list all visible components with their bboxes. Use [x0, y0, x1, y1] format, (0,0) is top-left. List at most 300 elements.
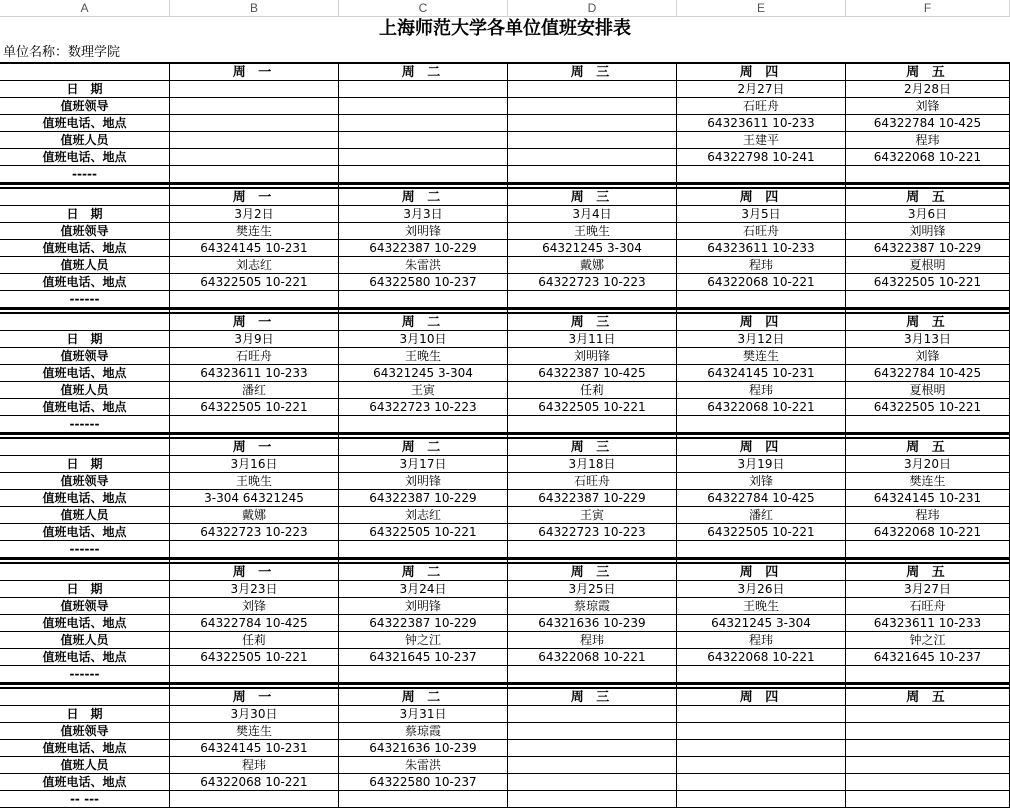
day-header-cell[interactable]: 周 四	[677, 439, 846, 456]
schedule-cell[interactable]	[677, 723, 846, 740]
day-header-cell[interactable]: 周 二	[339, 64, 508, 81]
schedule-cell[interactable]: 潘红	[677, 507, 846, 524]
schedule-cell[interactable]: 64321245 3-304	[677, 615, 846, 632]
schedule-cell[interactable]: 64322580 10-237	[339, 774, 508, 791]
table-row	[0, 274, 1010, 291]
schedule-cell[interactable]	[677, 706, 846, 723]
column-header-d[interactable]: D	[508, 0, 677, 16]
schedule-cell[interactable]: 朱雷洪	[339, 757, 508, 774]
schedule-cell[interactable]: 石旺舟	[677, 223, 846, 240]
schedule-cell[interactable]: 3月2日	[170, 206, 339, 223]
schedule-cell[interactable]: 王寅	[339, 382, 508, 399]
schedule-cell[interactable]: 刘锋	[170, 598, 339, 615]
schedule-cell[interactable]	[846, 706, 1010, 723]
schedule-cell[interactable]: 64322068 10-221	[170, 774, 339, 791]
row-label-staff-contact[interactable]: 值班电话、地点	[0, 649, 170, 666]
row-label-leader[interactable]: 值班领导	[0, 473, 170, 490]
schedule-cell[interactable]	[508, 740, 677, 757]
table-row	[0, 666, 1010, 685]
row-label-leader[interactable]: 值班领导	[0, 98, 170, 115]
schedule-cell[interactable]: 王晚生	[677, 598, 846, 615]
empty-cell[interactable]	[508, 791, 677, 808]
table-row	[0, 223, 1010, 240]
schedule-cell[interactable]: 程玮	[170, 757, 339, 774]
row-label-leader[interactable]: 值班领导	[0, 348, 170, 365]
schedule-cell[interactable]	[170, 81, 339, 98]
row-label-leader-contact[interactable]: 值班电话、地点	[0, 240, 170, 257]
schedule-cell[interactable]: 刘锋	[677, 473, 846, 490]
schedule-cell[interactable]: 64322387 10-229	[339, 615, 508, 632]
day-header-cell[interactable]: 周 二	[339, 439, 508, 456]
empty-cell[interactable]	[170, 416, 339, 433]
row-label-date[interactable]: 日 期	[0, 81, 170, 98]
schedule-cell[interactable]: 64322505 10-221	[677, 524, 846, 541]
day-header-cell[interactable]: 周 三	[508, 189, 677, 206]
table-row	[0, 81, 1010, 98]
schedule-cell[interactable]: 64322068 10-221	[846, 524, 1010, 541]
empty-cell[interactable]	[508, 666, 677, 683]
schedule-cell[interactable]: 樊连生	[170, 723, 339, 740]
row-label-staff[interactable]: 值班人员	[0, 757, 170, 774]
schedule-cell[interactable]: 64322068 10-221	[677, 399, 846, 416]
empty-cell[interactable]	[677, 291, 846, 308]
table-row	[0, 62, 1010, 81]
schedule-cell[interactable]	[508, 149, 677, 166]
schedule-cell[interactable]: 64324145 10-231	[846, 490, 1010, 507]
row-label-date[interactable]: 日 期	[0, 331, 170, 348]
empty-cell[interactable]	[339, 666, 508, 683]
row-label-date[interactable]: 日 期	[0, 206, 170, 223]
day-header-cell[interactable]: 周 二	[339, 189, 508, 206]
empty-cell[interactable]	[846, 166, 1010, 183]
schedule-cell[interactable]: 3月5日	[677, 206, 846, 223]
table-row	[0, 166, 1010, 185]
table-row	[0, 399, 1010, 416]
schedule-cell[interactable]: 王晚生	[170, 473, 339, 490]
table-row	[0, 382, 1010, 399]
schedule-cell[interactable]: 王建平	[677, 132, 846, 149]
schedule-cell[interactable]: 64322068 10-221	[677, 274, 846, 291]
column-header-e[interactable]: E	[677, 0, 846, 16]
day-header-cell[interactable]: 周 五	[846, 564, 1010, 581]
schedule-cell[interactable]: 刘明锋	[339, 598, 508, 615]
row-label-leader[interactable]: 值班领导	[0, 223, 170, 240]
schedule-cell[interactable]: 64322723 10-223	[170, 524, 339, 541]
schedule-cell[interactable]: 2月28日	[846, 81, 1010, 98]
schedule-cell[interactable]: 石旺舟	[677, 98, 846, 115]
schedule-cell[interactable]: 64322068 10-221	[677, 649, 846, 666]
schedule-cell[interactable]: 64323611 10-233	[170, 365, 339, 382]
schedule-cell[interactable]: 3月23日	[170, 581, 339, 598]
schedule-cell[interactable]: 3月9日	[170, 331, 339, 348]
table-row	[0, 757, 1010, 774]
table-row	[0, 541, 1010, 560]
schedule-cell[interactable]: 3月16日	[170, 456, 339, 473]
column-header-b[interactable]: B	[170, 0, 339, 16]
row-label-cell[interactable]	[0, 314, 170, 331]
schedule-cell[interactable]: 64322784 10-425	[677, 490, 846, 507]
schedule-cell[interactable]	[846, 723, 1010, 740]
schedule-cell[interactable]: 3月26日	[677, 581, 846, 598]
schedule-cell[interactable]: 64322387 10-229	[339, 490, 508, 507]
schedule-cell[interactable]: 64322505 10-221	[170, 649, 339, 666]
empty-cell[interactable]	[170, 291, 339, 308]
table-row	[0, 490, 1010, 507]
day-header-cell[interactable]: 周 一	[170, 689, 339, 706]
empty-cell[interactable]	[508, 416, 677, 433]
day-header-cell[interactable]: 周 五	[846, 64, 1010, 81]
schedule-cell[interactable]: 3月19日	[677, 456, 846, 473]
row-label-cell[interactable]	[0, 564, 170, 581]
schedule-cell[interactable]: 64321645 10-237	[846, 649, 1010, 666]
schedule-cell[interactable]: 64322505 10-221	[846, 399, 1010, 416]
day-header-cell[interactable]: 周 一	[170, 314, 339, 331]
row-label-staff[interactable]: 值班人员	[0, 382, 170, 399]
table-row	[0, 473, 1010, 490]
row-label-cell[interactable]	[0, 439, 170, 456]
row-label-leader-contact[interactable]: 值班电话、地点	[0, 115, 170, 132]
empty-cell[interactable]	[170, 166, 339, 183]
table-row	[0, 331, 1010, 348]
day-header-cell[interactable]: 周 三	[508, 564, 677, 581]
row-label-date[interactable]: 日 期	[0, 581, 170, 598]
row-label-more[interactable]: -- ---	[0, 791, 170, 808]
schedule-cell[interactable]: 王寅	[508, 507, 677, 524]
empty-cell[interactable]	[508, 166, 677, 183]
schedule-cell[interactable]	[508, 757, 677, 774]
day-header-cell[interactable]: 周 四	[677, 564, 846, 581]
empty-cell[interactable]	[846, 791, 1010, 808]
day-header-cell[interactable]: 周 四	[677, 189, 846, 206]
schedule-cell[interactable]: 刘明锋	[339, 223, 508, 240]
schedule-cell[interactable]	[508, 723, 677, 740]
schedule-cell[interactable]: 64322387 10-229	[508, 490, 677, 507]
schedule-table	[0, 62, 1010, 808]
schedule-cell[interactable]: 64321645 10-237	[339, 649, 508, 666]
empty-cell[interactable]	[677, 791, 846, 808]
schedule-cell[interactable]: 64321245 3-304	[508, 240, 677, 257]
row-label-staff-contact[interactable]: 值班电话、地点	[0, 274, 170, 291]
schedule-cell[interactable]: 64322068 10-221	[846, 149, 1010, 166]
schedule-cell[interactable]: 刘志红	[339, 507, 508, 524]
schedule-cell[interactable]: 64322784 10-425	[846, 365, 1010, 382]
schedule-cell[interactable]: 64323611 10-233	[677, 240, 846, 257]
schedule-cell[interactable]	[846, 757, 1010, 774]
day-header-cell[interactable]: 周 三	[508, 689, 677, 706]
empty-cell[interactable]	[170, 666, 339, 683]
day-header-cell[interactable]: 周 三	[508, 439, 677, 456]
schedule-cell[interactable]: 蔡琼霞	[508, 598, 677, 615]
day-header-cell[interactable]: 周 二	[339, 564, 508, 581]
day-header-cell[interactable]: 周 二	[339, 314, 508, 331]
schedule-cell[interactable]: 3月31日	[339, 706, 508, 723]
table-row	[0, 740, 1010, 757]
empty-cell[interactable]	[339, 166, 508, 183]
schedule-cell[interactable]: 3月12日	[677, 331, 846, 348]
row-label-staff[interactable]: 值班人员	[0, 507, 170, 524]
schedule-cell[interactable]	[339, 149, 508, 166]
schedule-cell[interactable]: 戴娜	[508, 257, 677, 274]
row-label-date[interactable]: 日 期	[0, 706, 170, 723]
table-row	[0, 524, 1010, 541]
schedule-cell[interactable]: 石旺舟	[170, 348, 339, 365]
empty-cell[interactable]	[846, 666, 1010, 683]
unit-name: 单位名称：数理学院	[3, 45, 121, 60]
schedule-cell[interactable]: 戴娜	[170, 507, 339, 524]
table-row	[0, 149, 1010, 166]
schedule-cell[interactable]: 64322387 10-425	[508, 365, 677, 382]
table-row	[0, 132, 1010, 149]
schedule-cell[interactable]: 程玮	[846, 132, 1010, 149]
row-label-staff-contact[interactable]: 值班电话、地点	[0, 774, 170, 791]
table-row	[0, 507, 1010, 524]
table-row	[0, 632, 1010, 649]
schedule-cell[interactable]: 樊连生	[170, 223, 339, 240]
schedule-cell[interactable]: 钟之江	[339, 632, 508, 649]
schedule-cell[interactable]: 程玮	[846, 507, 1010, 524]
schedule-cell[interactable]	[677, 740, 846, 757]
schedule-cell[interactable]: 夏根明	[846, 257, 1010, 274]
day-header-cell[interactable]: 周 三	[508, 314, 677, 331]
schedule-cell[interactable]: 3月13日	[846, 331, 1010, 348]
schedule-cell[interactable]: 3月25日	[508, 581, 677, 598]
schedule-cell[interactable]: 3月3日	[339, 206, 508, 223]
schedule-cell[interactable]	[846, 740, 1010, 757]
schedule-cell[interactable]: 64322723 10-223	[508, 524, 677, 541]
day-header-cell[interactable]: 周 三	[508, 64, 677, 81]
table-row	[0, 348, 1010, 365]
schedule-cell[interactable]: 64322068 10-221	[508, 649, 677, 666]
empty-cell[interactable]	[846, 416, 1010, 433]
schedule-cell[interactable]: 64321636 10-239	[508, 615, 677, 632]
day-header-cell[interactable]: 周 五	[846, 439, 1010, 456]
row-label-cell[interactable]	[0, 689, 170, 706]
column-header-f[interactable]: F	[846, 0, 1010, 16]
schedule-cell[interactable]: 任莉	[508, 382, 677, 399]
schedule-cell[interactable]: 64322505 10-221	[170, 274, 339, 291]
schedule-cell[interactable]: 64324145 10-231	[170, 240, 339, 257]
schedule-cell[interactable]	[508, 81, 677, 98]
day-header-cell[interactable]: 周 五	[846, 689, 1010, 706]
row-label-leader-contact[interactable]: 值班电话、地点	[0, 615, 170, 632]
schedule-cell[interactable]: 3-304 64321245	[170, 490, 339, 507]
schedule-cell[interactable]: 3月20日	[846, 456, 1010, 473]
table-row	[0, 562, 1010, 581]
schedule-cell[interactable]	[339, 115, 508, 132]
row-label-staff-contact[interactable]: 值班电话、地点	[0, 149, 170, 166]
day-header-cell[interactable]: 周 一	[170, 439, 339, 456]
schedule-cell[interactable]: 石旺舟	[508, 473, 677, 490]
schedule-cell[interactable]	[339, 81, 508, 98]
schedule-cell[interactable]: 64322798 10-241	[677, 149, 846, 166]
schedule-cell[interactable]: 刘锋	[846, 98, 1010, 115]
schedule-cell[interactable]: 64324145 10-231	[170, 740, 339, 757]
empty-cell[interactable]	[677, 166, 846, 183]
schedule-cell[interactable]: 3月30日	[170, 706, 339, 723]
schedule-cell[interactable]: 刘志红	[170, 257, 339, 274]
row-label-leader-contact[interactable]: 值班电话、地点	[0, 365, 170, 382]
schedule-cell[interactable]: 樊连生	[677, 348, 846, 365]
day-header-cell[interactable]: 周 四	[677, 689, 846, 706]
schedule-cell[interactable]: 3月6日	[846, 206, 1010, 223]
table-row	[0, 187, 1010, 206]
table-row	[0, 365, 1010, 382]
table-row	[0, 291, 1010, 310]
table-row	[0, 206, 1010, 223]
day-header-cell[interactable]: 周 四	[677, 64, 846, 81]
schedule-cell[interactable]: 任莉	[170, 632, 339, 649]
day-header-cell[interactable]: 周 一	[170, 64, 339, 81]
table-row	[0, 706, 1010, 723]
schedule-cell[interactable]: 64322505 10-221	[508, 399, 677, 416]
schedule-cell[interactable]: 64322580 10-237	[339, 274, 508, 291]
column-header-a[interactable]: A	[0, 0, 170, 16]
schedule-cell[interactable]: 蔡琼霞	[339, 723, 508, 740]
schedule-cell[interactable]	[508, 132, 677, 149]
row-label-leader-contact[interactable]: 值班电话、地点	[0, 740, 170, 757]
schedule-cell[interactable]: 64322784 10-425	[170, 615, 339, 632]
empty-cell[interactable]	[508, 541, 677, 558]
schedule-cell[interactable]: 64322505 10-221	[339, 524, 508, 541]
row-label-leader[interactable]: 值班领导	[0, 598, 170, 615]
schedule-cell[interactable]: 王晚生	[339, 348, 508, 365]
empty-cell[interactable]	[846, 291, 1010, 308]
schedule-cell[interactable]: 程玮	[677, 632, 846, 649]
schedule-cell[interactable]: 64324145 10-231	[677, 365, 846, 382]
column-header-c[interactable]: C	[339, 0, 508, 16]
empty-cell[interactable]	[170, 791, 339, 808]
row-label-leader-contact[interactable]: 值班电话、地点	[0, 490, 170, 507]
schedule-cell[interactable]	[170, 115, 339, 132]
row-label-more[interactable]: ------	[0, 291, 170, 308]
schedule-cell[interactable]: 3月17日	[339, 456, 508, 473]
schedule-cell[interactable]: 程玮	[508, 632, 677, 649]
day-header-cell[interactable]: 周 一	[170, 189, 339, 206]
empty-cell[interactable]	[339, 291, 508, 308]
row-label-more[interactable]: ------	[0, 541, 170, 558]
schedule-cell[interactable]: 3月4日	[508, 206, 677, 223]
table-row	[0, 615, 1010, 632]
schedule-cell[interactable]: 刘明锋	[339, 473, 508, 490]
table-row	[0, 312, 1010, 331]
schedule-cell[interactable]: 64322387 10-229	[339, 240, 508, 257]
table-row	[0, 649, 1010, 666]
table-row	[0, 598, 1010, 615]
table-row	[0, 416, 1010, 435]
sheet-title: 上海师范大学各单位值班安排表	[379, 18, 631, 39]
schedule-cell[interactable]: 2月27日	[677, 81, 846, 98]
day-header-cell[interactable]: 周 五	[846, 314, 1010, 331]
schedule-cell[interactable]	[508, 98, 677, 115]
table-row	[0, 791, 1010, 808]
table-row	[0, 437, 1010, 456]
schedule-cell[interactable]: 3月18日	[508, 456, 677, 473]
schedule-cell[interactable]: 3月10日	[339, 331, 508, 348]
empty-cell[interactable]	[339, 541, 508, 558]
schedule-cell[interactable]: 程玮	[677, 257, 846, 274]
schedule-cell[interactable]: 3月24日	[339, 581, 508, 598]
day-header-cell[interactable]: 周 二	[339, 689, 508, 706]
row-label-staff[interactable]: 值班人员	[0, 632, 170, 649]
column-header-bar	[0, 0, 1010, 17]
empty-cell[interactable]	[170, 541, 339, 558]
row-label-staff-contact[interactable]: 值班电话、地点	[0, 524, 170, 541]
schedule-cell[interactable]: 王晚生	[508, 223, 677, 240]
row-label-cell[interactable]	[0, 189, 170, 206]
schedule-cell[interactable]: 64321636 10-239	[339, 740, 508, 757]
row-label-staff[interactable]: 值班人员	[0, 132, 170, 149]
table-row	[0, 687, 1010, 706]
schedule-cell[interactable]: 64321245 3-304	[339, 365, 508, 382]
empty-cell[interactable]	[339, 416, 508, 433]
table-row	[0, 581, 1010, 598]
row-label-staff[interactable]: 值班人员	[0, 257, 170, 274]
schedule-cell[interactable]: 64322505 10-221	[846, 274, 1010, 291]
row-label-leader[interactable]: 值班领导	[0, 723, 170, 740]
day-header-cell[interactable]: 周 四	[677, 314, 846, 331]
schedule-cell[interactable]	[339, 98, 508, 115]
schedule-cell[interactable]	[170, 132, 339, 149]
schedule-cell[interactable]: 潘红	[170, 382, 339, 399]
schedule-cell[interactable]: 64322784 10-425	[846, 115, 1010, 132]
schedule-cell[interactable]: 刘明锋	[508, 348, 677, 365]
empty-cell[interactable]	[677, 666, 846, 683]
empty-cell[interactable]	[846, 541, 1010, 558]
schedule-cell[interactable]: 64323611 10-233	[846, 615, 1010, 632]
schedule-cell[interactable]	[170, 149, 339, 166]
day-header-cell[interactable]: 周 一	[170, 564, 339, 581]
table-row	[0, 723, 1010, 740]
schedule-cell[interactable]: 程玮	[677, 382, 846, 399]
table-row	[0, 456, 1010, 473]
schedule-cell[interactable]: 3月27日	[846, 581, 1010, 598]
schedule-cell[interactable]	[508, 115, 677, 132]
schedule-cell[interactable]: 钟之江	[846, 632, 1010, 649]
row-label-more[interactable]: ------	[0, 666, 170, 683]
schedule-cell[interactable]: 樊连生	[846, 473, 1010, 490]
row-label-cell[interactable]	[0, 64, 170, 81]
table-row	[0, 115, 1010, 132]
schedule-cell[interactable]: 刘明锋	[846, 223, 1010, 240]
row-label-more[interactable]: -----	[0, 166, 170, 183]
empty-cell[interactable]	[339, 791, 508, 808]
row-label-date[interactable]: 日 期	[0, 456, 170, 473]
empty-cell[interactable]	[677, 541, 846, 558]
row-label-more[interactable]: ------	[0, 416, 170, 433]
schedule-cell[interactable]	[508, 706, 677, 723]
schedule-cell[interactable]: 64322505 10-221	[170, 399, 339, 416]
schedule-cell[interactable]: 朱雷洪	[339, 257, 508, 274]
schedule-cell[interactable]: 64322723 10-223	[339, 399, 508, 416]
schedule-cell[interactable]	[677, 757, 846, 774]
table-row	[0, 240, 1010, 257]
schedule-cell[interactable]: 刘锋	[846, 348, 1010, 365]
schedule-cell[interactable]: 夏根明	[846, 382, 1010, 399]
table-row	[0, 257, 1010, 274]
schedule-cell[interactable]: 64323611 10-233	[677, 115, 846, 132]
empty-cell[interactable]	[677, 416, 846, 433]
table-row	[0, 98, 1010, 115]
schedule-cell[interactable]: 3月11日	[508, 331, 677, 348]
schedule-cell[interactable]: 64322387 10-229	[846, 240, 1010, 257]
schedule-cell[interactable]: 石旺舟	[846, 598, 1010, 615]
schedule-cell[interactable]	[339, 132, 508, 149]
row-label-staff-contact[interactable]: 值班电话、地点	[0, 399, 170, 416]
day-header-cell[interactable]: 周 五	[846, 189, 1010, 206]
schedule-cell[interactable]	[170, 98, 339, 115]
schedule-cell[interactable]: 64322723 10-223	[508, 274, 677, 291]
empty-cell[interactable]	[508, 291, 677, 308]
